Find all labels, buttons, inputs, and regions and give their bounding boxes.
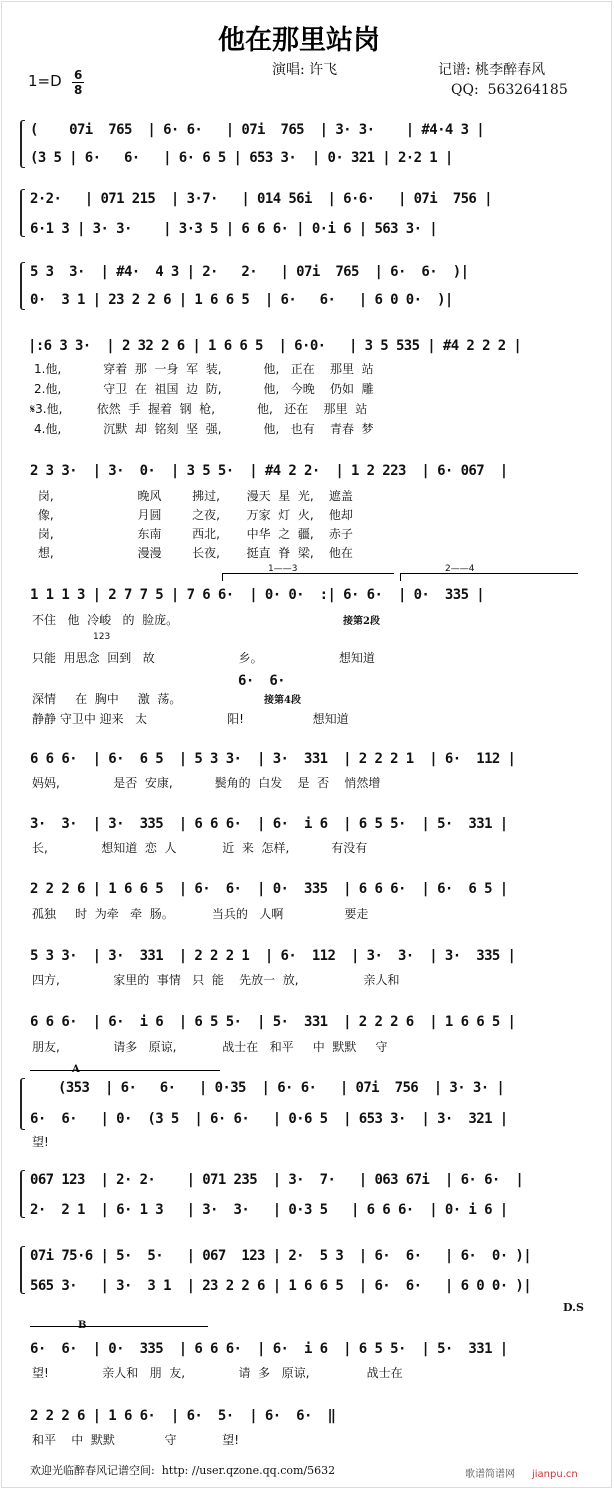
system-1-lower: (3 5 | 6· 6· | 6· 6 5 | 653 3· | 0· 321 | 2·2 1 | <box>30 150 453 166</box>
final-notes: 2 2 2 6 | 1 6 6· | 6· 5· | 6· 6· ‖ <box>30 1408 336 1424</box>
ending-line-3-notes: 6· 6· <box>238 673 285 689</box>
chorus-notes-1: 6 6 6· | 6· 6 5 | 5 3 3· | 3· 331 | 2 2 2 1 | 6· 112 | <box>30 751 516 767</box>
ending-lyric-1: 不住 他 冷峻 的 脸庞。 <box>32 613 179 627</box>
ending-lyric-2: 只能 用思念 回到 故 乡。 想知道 <box>32 651 375 665</box>
refrain-notes: 2 3 3· | 3· 0· | 3 5 5· | #4 2 2· | 1 2 223 | 6· 067 | <box>30 463 508 479</box>
watermark-url: jianpu.cn <box>532 1469 578 1480</box>
system-2-upper: 2·2· | 071 215 | 3·7· | 014 56i | 6·6· | 07i 756 | <box>30 191 492 207</box>
refrain-lyric-1: 岗, 晚风 拂过, 漫天 星 光, 遮盖 <box>34 489 353 503</box>
coda-b-notes: 6· 6· | 0· 335 | 6 6 6· | 6· i 6 | 6 5 5· | 5· 331 | <box>30 1341 508 1357</box>
qq-number: QQ: 563264185 <box>451 82 568 98</box>
ending-lyric-2-small: 123 <box>93 632 111 642</box>
singer: 演唱: 许飞 <box>272 62 338 78</box>
jump-to-verse-2: 接第2段 <box>343 616 380 627</box>
song-title: 他在那里站岗 <box>218 25 380 56</box>
verse-lyric-1: 1.他, 穿着 那 一身 军 装, 他, 正在 那里 站 <box>34 362 374 376</box>
coda-system-1-upper: 067 123 | 2· 2· | 071 235 | 3· 7· | 063 67i | 6· 6· | <box>30 1172 524 1188</box>
refrain-lyric-3: 岗, 东南 西北, 中华 之 疆, 赤子 <box>34 527 353 541</box>
coda-b-lyrics: 望! 亲人和 朋 友, 请 多 原谅, 战士在 <box>32 1366 403 1380</box>
coda-system-2-lower: 565 3· | 3· 3 1 | 23 2 2 6 | 1 6 6 5 | 6· 6· | 6 0 0· )| <box>30 1278 532 1294</box>
volta-2-4: 2——4 <box>445 564 475 574</box>
system-3-upper: 5 3 3· | #4· 4 3 | 2· 2· | 07i 765 | 6· 6· )| <box>30 264 469 280</box>
verse-lyric-4: 4.他, 沉默 却 铭刻 坚 强, 他, 也有 青春 梦 <box>34 422 374 436</box>
coda-a-upper: (353 | 6· 6· | 0·35 | 6· 6· | 07i 756 | 3· 3· | <box>58 1080 505 1096</box>
chorus-lyric-1: 妈妈, 是否 安康, 鬓角的 白发 是 否 悄然增 <box>32 776 381 790</box>
chorus-notes-2: 3· 3· | 3· 335 | 6 6 6· | 6· i 6 | 6 5 5· | 5· 331 | <box>30 816 508 832</box>
system-2-lower: 6·1 3 | 3· 3· | 3·3 5 | 6 6 6· | 0·i 6 | 563 3· | <box>30 221 438 237</box>
verse-lyric-3: 𝄋3.他, 依然 手 握着 钢 枪, 他, 还在 那里 站 <box>30 402 368 416</box>
dal-segno: D.S <box>563 1301 584 1314</box>
ending-lyric-4: 静静 守卫中 迎来 太 阳! 想知道 <box>32 712 349 726</box>
verse-notes: |:6 3 3· | 2 32 2 6 | 1 6 6 5 | 6·0· | 3 5 535 | #4 2 2 2 | <box>28 338 522 354</box>
footer-link[interactable]: 欢迎光临醉春风记谱空间: http: //user.qzone.qq.com/5632 <box>30 1464 336 1477</box>
chorus-lyric-3: 孤独 时 为牵 牵 肠。 当兵的 人啊 要走 <box>32 907 369 921</box>
final-lyrics: 和平 中 默默 守 望! <box>32 1433 240 1447</box>
endings-notes: 1 1 1 3 | 2 7 7 5 | 7 6 6· | 0· 0· :| 6· 6· | 0· 335 | <box>30 587 485 603</box>
watermark-title: 歌谱简谱网 <box>465 1469 515 1480</box>
chorus-notes-3: 2 2 2 6 | 1 6 6 5 | 6· 6· | 0· 335 | 6 6 6· | 6· 6 5 | <box>30 881 508 897</box>
time-signature-bottom: 8 <box>74 83 83 97</box>
system-1-upper: ( 07i 765 | 6· 6· | 07i 765 | 3· 3· | #4·4 3 | <box>30 122 485 138</box>
verse-lyric-2: 2.他, 守卫 在 祖国 边 防, 他, 今晚 仍如 雕 <box>34 382 374 396</box>
chorus-lyric-4: 四方, 家里的 事情 只 能 先放一 放, 亲人和 <box>32 973 400 987</box>
key-signature: 1=D <box>28 72 62 90</box>
system-3-lower: 0· 3 1 | 23 2 2 6 | 1 6 6 5 | 6· 6· | 6 0 0· )| <box>30 292 453 308</box>
volta-1-3: 1——3 <box>268 564 298 574</box>
time-signature-top: 6 <box>74 68 83 82</box>
refrain-lyric-4: 想, 漫漫 长夜, 挺直 脊 梁, 他在 <box>34 546 353 560</box>
transcriber: 记谱: 桃李醉春风 <box>438 62 546 78</box>
coda-system-2-upper: 07i 75·6 | 5· 5· | 067 123 | 2· 5 3 | 6· 6· | 6· 0· )| <box>30 1248 532 1264</box>
chorus-lyric-5: 朋友, 请多 原谅, 战士在 和平 中 默默 守 <box>32 1040 388 1054</box>
coda-a-lower: 6· 6· | 0· (3 5 | 6· 6· | 0·6 5 | 653 3· | 3· 321 | <box>30 1111 508 1127</box>
coda-a-lyric: 望! <box>32 1135 49 1149</box>
refrain-lyric-2: 像, 月圆 之夜, 万家 灯 火, 他却 <box>34 508 353 522</box>
chorus-lyric-2: 长, 想知道 恋 人 近 来 怎样, 有没有 <box>32 841 368 855</box>
jump-to-verse-4: 接第4段 <box>264 695 301 706</box>
chorus-notes-5: 6 6 6· | 6· i 6 | 6 5 5· | 5· 331 | 2 2 2 6 | 1 6 6 5 | <box>30 1014 516 1030</box>
chorus-notes-4: 5 3 3· | 3· 331 | 2 2 2 1 | 6· 112 | 3· 3· | 3· 335 | <box>30 948 516 964</box>
coda-system-1-lower: 2· 2 1 | 6· 1 3 | 3· 3· | 0·3 5 | 6 6 6· | 0· i 6 | <box>30 1202 508 1218</box>
ending-lyric-3: 深情 在 胸中 激 荡。 <box>32 692 182 706</box>
